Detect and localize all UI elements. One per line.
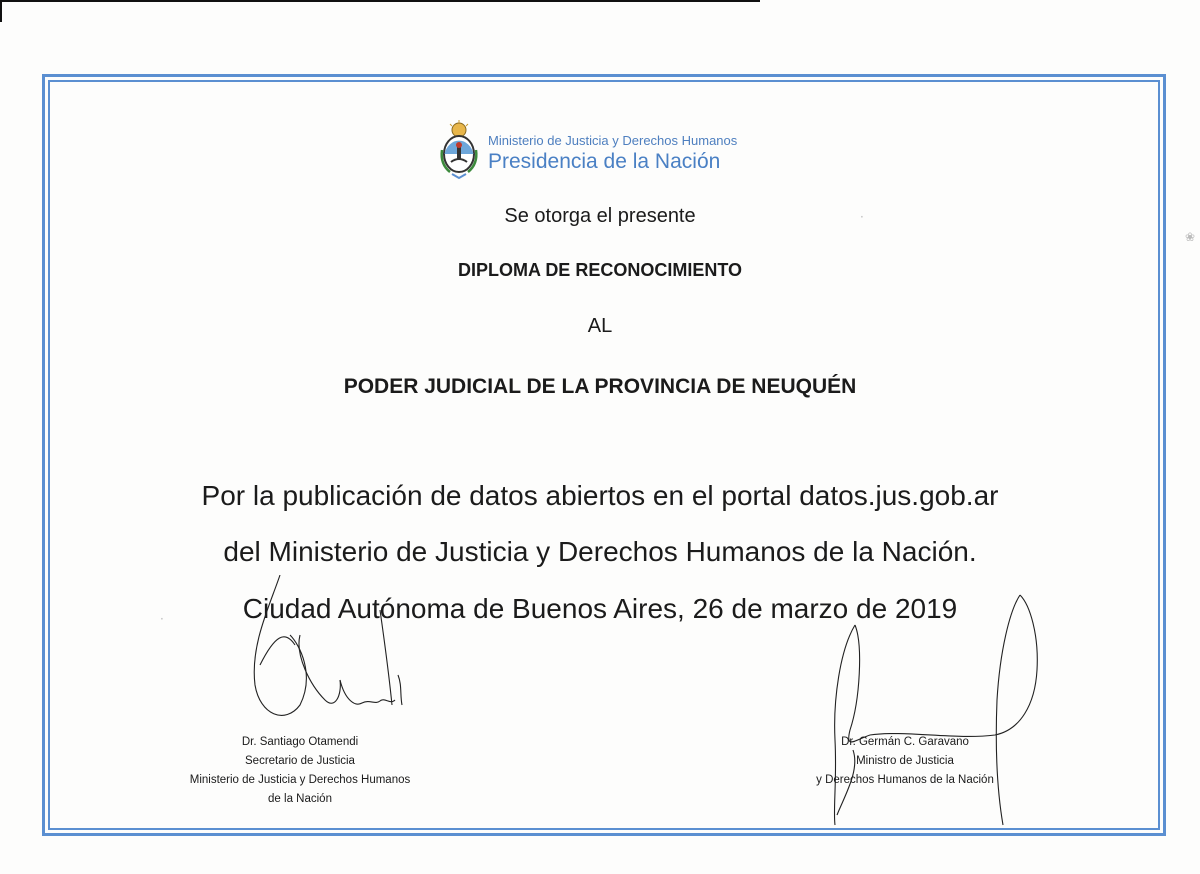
scan-speck: · xyxy=(860,210,864,224)
diploma-title: DIPLOMA DE RECONOCIMIENTO xyxy=(457,260,742,280)
diploma-reason-line-2: del Ministerio de Justicia y Derechos Humanos de la Nación. xyxy=(223,536,977,567)
signatory-left-role: Secretario de Justicia xyxy=(245,755,355,767)
ministry-name: Ministerio de Justicia y Derechos Humanos xyxy=(488,133,738,148)
diploma-recipient: PODER JUDICIAL DE LA PROVINCIA DE NEUQUÉN xyxy=(343,375,857,398)
signatory-right-name: Dr. Germán C. Garavano xyxy=(841,736,969,748)
signatory-right-role: Ministro de Justicia xyxy=(856,755,954,767)
scan-speck: · xyxy=(160,612,164,626)
diploma-to: AL xyxy=(587,315,613,337)
diploma-place-date: Ciudad Autónoma de Buenos Aires, 26 de marzo de 2019 xyxy=(242,593,958,624)
scan-speck: ❀ xyxy=(1185,230,1196,244)
signatory-left-name: Dr. Santiago Otamendi xyxy=(241,736,359,748)
signature-right xyxy=(815,590,1045,830)
scan-edge-top xyxy=(0,0,760,2)
signatory-left xyxy=(170,733,430,809)
presidency-name: Presidencia de la Nación xyxy=(488,150,721,173)
signatory-right xyxy=(790,733,1020,790)
signatory-left-org-1: Ministerio de Justicia y Derechos Humanos xyxy=(189,774,411,786)
coat-of-arms-icon xyxy=(438,120,480,180)
diploma-intro: Se otorga el presente xyxy=(504,205,696,227)
signature-left xyxy=(230,575,420,730)
ministry-header xyxy=(488,134,737,172)
signatory-right-org-1: y Derechos Humanos de la Nación xyxy=(816,774,994,786)
scan-edge-left xyxy=(0,0,2,22)
signatory-left-org-2: de la Nación xyxy=(268,793,332,805)
diploma-reason-line-1: Por la publicación de datos abiertos en el portal datos.jus.gob.ar xyxy=(201,480,999,511)
